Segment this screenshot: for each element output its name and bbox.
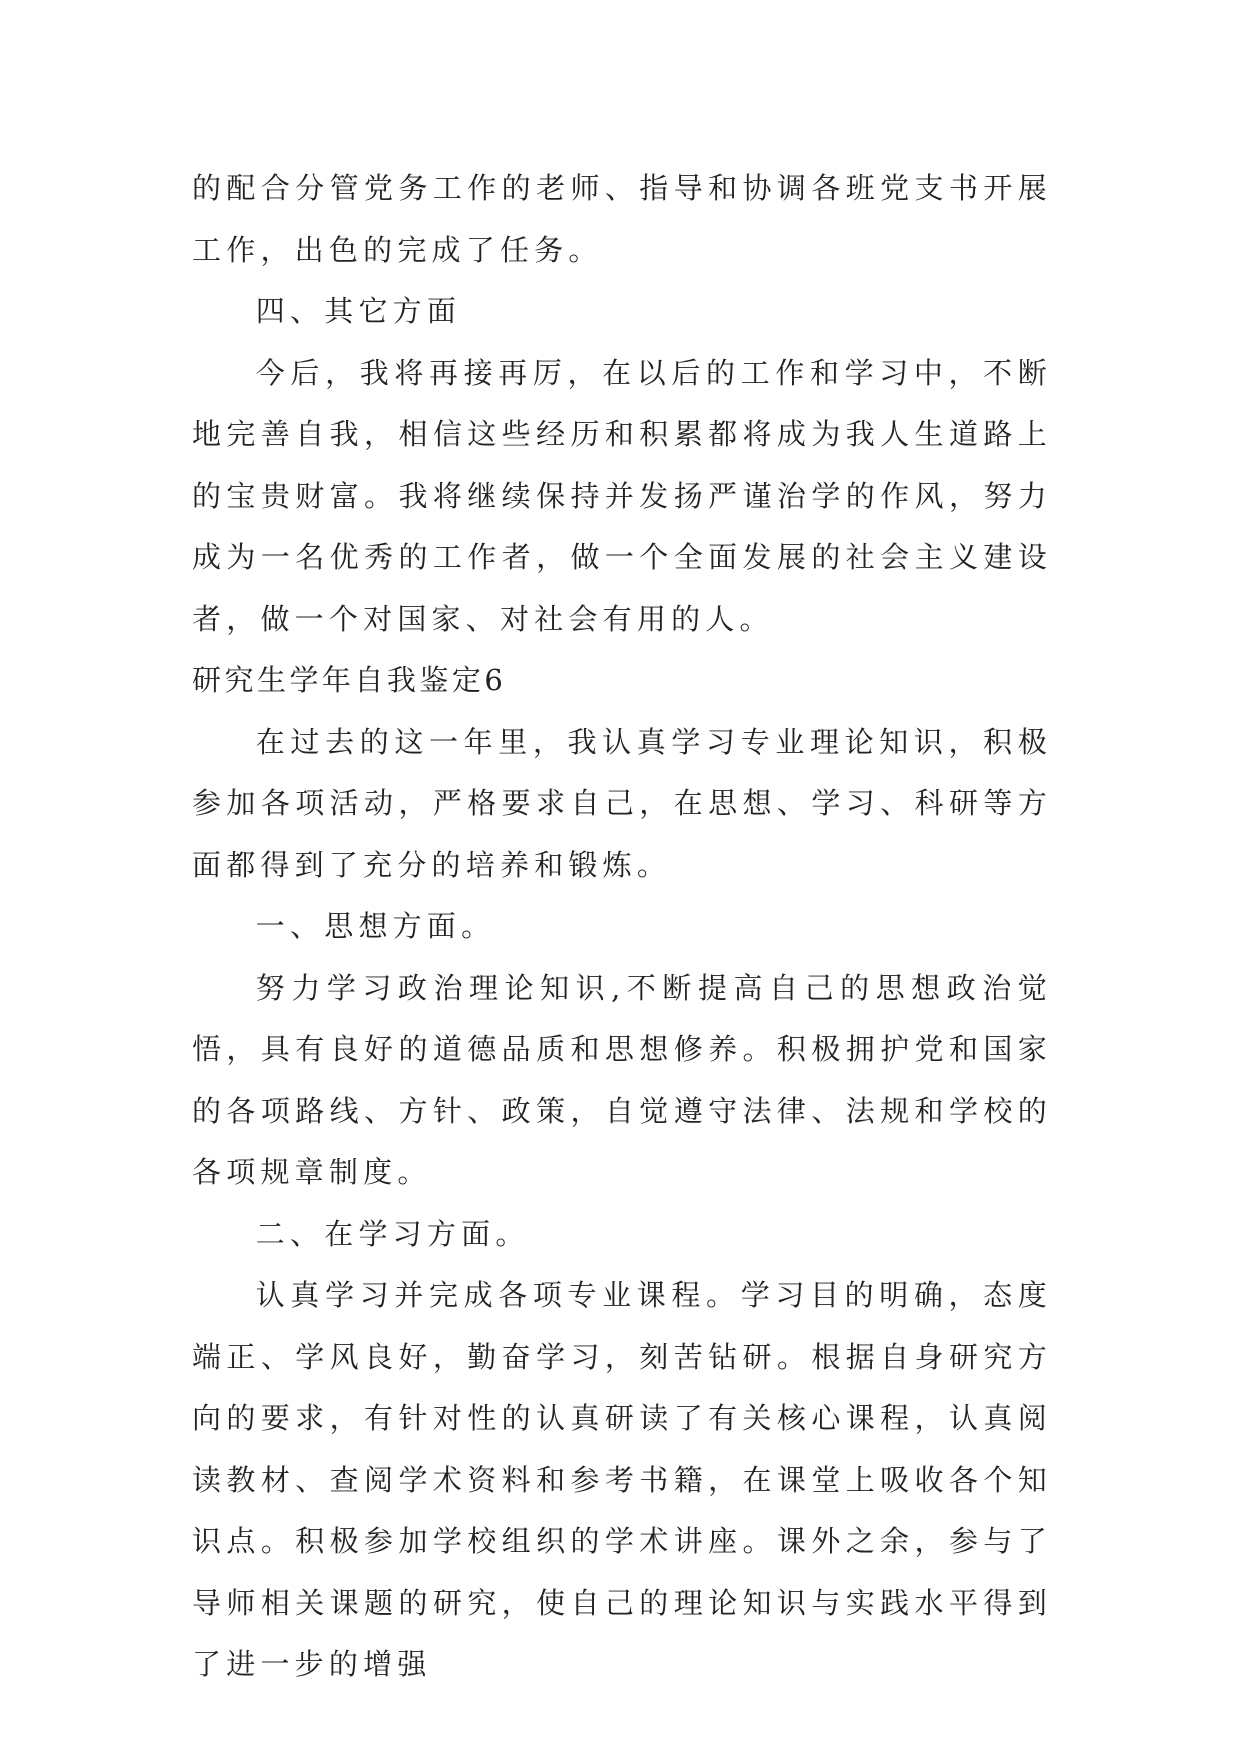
paragraph-past-year: 在过去的这一年里，我认真学习专业理论知识，积极参加各项活动，严格要求自己，在思想、学习、科研等方面都得到了充分的培养和锻炼。 xyxy=(192,724,1052,882)
section-heading-thought: 一、思想方面。 xyxy=(255,909,496,943)
paragraph-thought: 努力学习政治理论知识,不断提高自己的思想政治觉悟，具有良好的道德品质和思想修养。积极拥护党和国家的各项路线、方针、政策，自觉遵守法律、法规和学校的各项规章制度。 xyxy=(192,970,1052,1189)
section-heading-study: 二、在学习方面。 xyxy=(255,1216,530,1251)
paragraph-study: 认真学习并完成各项专业课程。学习目的明确，态度端正、学风良好，勤奋学习，刻苦钻研。根据自身研究方向的要求，有针对性的认真研读了有关核心课程，认真阅读教材、查阅学术资料和参考书籍，在课堂上吸收各个知识点。积极参加学校组织的学术讲座。课外之余，参与了导师相关课题的研究，使自己的理论知识与实践水平得到了进一步的增强 xyxy=(192,1278,1052,1681)
paragraph-future-plans: 今后，我将再接再厉，在以后的工作和学习中，不断地完善自我，相信这些经历和积累都将成为我人生道路上的宝贵财富。我将继续保持并发扬严谨治学的作风，努力成为一名优秀的工作者，做一个全面发展的社会主义建设者，做一个对国家、对社会有用的人。 xyxy=(192,355,1052,636)
document-page xyxy=(192,158,1052,1696)
paragraph-continuation: 的配合分管党务工作的老师、指导和协调各班党支书开展工作，出色的完成了任务。 xyxy=(192,171,1052,267)
document-heading-self-evaluation-6: 研究生学年自我鉴定6 xyxy=(192,663,507,697)
section-heading-other-aspects: 四、其它方面 xyxy=(255,294,462,328)
